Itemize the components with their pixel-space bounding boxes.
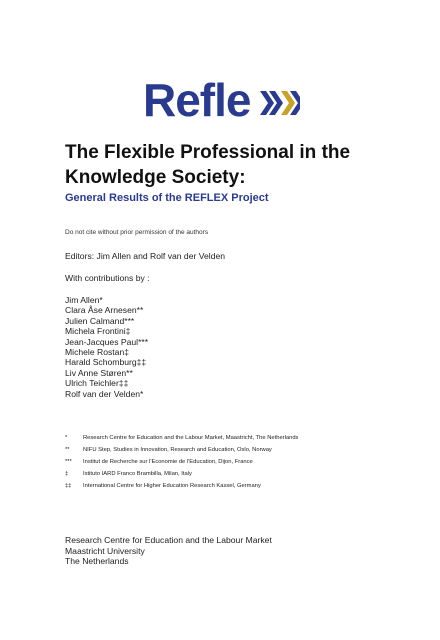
affiliation-text: Institut de Recherche sur l'Economie de l'Education, Dijon, France (83, 459, 253, 465)
affiliation-text: International Centre for Higher Education Research Kassel, Germany (83, 483, 261, 489)
affiliation-mark: *** (65, 459, 72, 465)
publisher-block (65, 535, 272, 567)
affiliation-mark: ‡‡ (65, 483, 72, 489)
affiliation-text: Research Centre for Education and the Labour Market, Maastricht, The Netherlands (83, 435, 299, 441)
contributor: Ulrich Teichler‡‡ (65, 378, 129, 389)
citation-notice: Do not cite without prior permission of the authors (65, 229, 209, 236)
publisher-line: The Netherlands (65, 556, 129, 567)
logo-wordmark: Refle (143, 74, 251, 126)
contributions-intro: With contributions by : (65, 273, 150, 283)
affiliation-mark: * (65, 435, 68, 441)
contributor: Harald Schomburg‡‡ (65, 357, 147, 368)
reflex-logo (143, 74, 303, 126)
affiliation-text: NIFU Step, Studies in Innovation, Research and Education, Oslo, Norway (83, 447, 272, 453)
contributor: Clara Åse Arnesen** (65, 305, 144, 316)
affiliation-text: Istituto IARD Franco Brambilla, Milan, Italy (83, 471, 192, 477)
document-title: The Flexible Professional in the Knowledge Society: (65, 142, 351, 188)
contributor: Rolf van der Velden* (65, 388, 144, 399)
contributor: Jean-Jacques Paul*** (65, 336, 149, 347)
document-subtitle: General Results of the REFLEX Project (65, 192, 269, 204)
publisher-line: Research Centre for Education and the Labour Market (65, 535, 272, 545)
contributor: Liv Anne Støren** (65, 367, 133, 378)
double-chevron-x-icon (260, 91, 300, 115)
contributor: Jim Allen* (65, 295, 103, 305)
contributor: Michele Rostan‡ (65, 347, 130, 358)
contributor: Michela Frontini‡ (65, 326, 131, 337)
publisher-line: Maastricht University (65, 545, 145, 556)
affiliation-mark: ‡ (65, 471, 69, 477)
affiliation-mark: ** (65, 447, 70, 453)
contributors-list (65, 295, 148, 399)
editors-line: Editors: Jim Allen and Rolf van der Velden (65, 251, 226, 261)
contributor: Julien Calmand*** (65, 315, 135, 326)
